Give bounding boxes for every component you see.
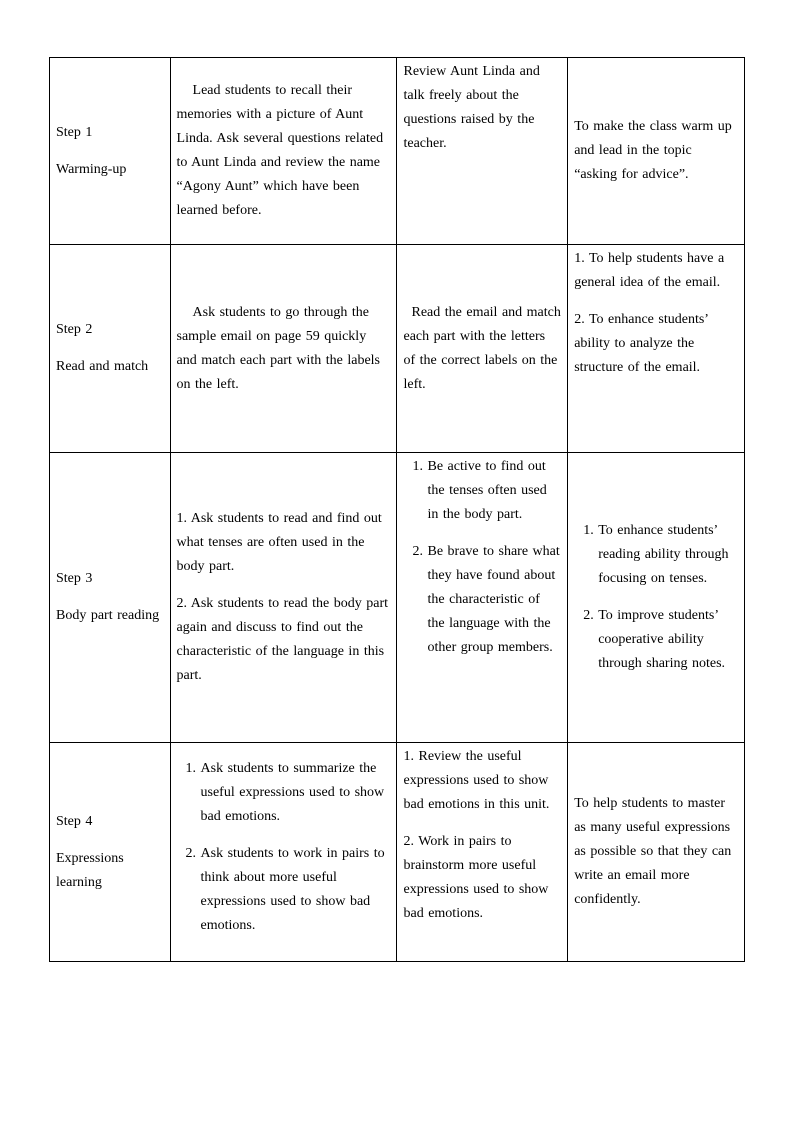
purpose-text-2: 2. To enhance students’ ability to analyze the structure of the email. <box>574 312 708 375</box>
step-name: Body part reading <box>56 608 160 623</box>
step-cell <box>50 453 171 743</box>
step-number: Step 4 <box>56 813 93 829</box>
purpose-text: To help students to master as many useful expressions as possible so that they can write an email more confidently. <box>574 796 732 907</box>
purpose-cell <box>568 245 745 453</box>
table-row-step-1 <box>50 58 745 245</box>
step-name: Warming-up <box>56 161 127 177</box>
purpose-cell <box>568 453 745 743</box>
teacher-activity-cell <box>170 453 397 743</box>
step-name: Expressions learning <box>56 850 124 890</box>
list-item: 2. Ask students to work in pairs to think about more useful expressions used to show bad emotions. <box>201 842 391 938</box>
student-activity-list <box>403 455 561 660</box>
teacher-activity-text-1: 1. Ask students to read and find out what tenses are often used in the body part. <box>176 511 382 574</box>
student-activity-cell <box>397 743 568 962</box>
student-activity-text-2: 2. Work in pairs to brainstorm more useful expressions used to show bad emotions. <box>403 834 549 921</box>
purpose-cell <box>568 743 745 962</box>
student-activity-cell <box>397 453 568 743</box>
list-item: 1. To enhance students’ reading ability through focusing on tenses. <box>598 519 738 591</box>
student-activity-text: Read the email and match each part with the letters of the correct labels on the left. <box>403 304 561 392</box>
teacher-activity-cell <box>170 58 397 245</box>
list-item: 2. To improve students’ cooperative ability through sharing notes. <box>598 604 738 676</box>
step-cell <box>50 245 171 453</box>
teacher-activity-list <box>177 757 391 938</box>
step-number: Step 2 <box>56 322 93 337</box>
teacher-activity-text: Lead students to recall their memories with a picture of Aunt Linda. Ask several questions related to Aunt Linda and review the name “Agony Aunt” which have been learned before. <box>176 83 384 218</box>
teacher-activity-text: Ask students to go through the sample email on page 59 quickly and match each part with the labels on the left. <box>176 304 380 392</box>
student-activity-text-1: 1. Review the useful expressions used to show bad emotions in this unit. <box>403 749 550 812</box>
list-item: 1. Ask students to summarize the useful expressions used to show bad emotions. <box>201 757 391 829</box>
table-row-step-2 <box>50 245 745 453</box>
list-item: 2. Be brave to share what they have found about the characteristic of the language with the other group members. <box>427 540 561 660</box>
purpose-text: To make the class warm up and lead in the topic “asking for advice”. <box>574 119 732 182</box>
lesson-plan-table <box>49 57 745 962</box>
purpose-cell <box>568 58 745 245</box>
student-activity-cell <box>397 58 568 245</box>
step-name: Read and match <box>56 359 149 374</box>
teacher-activity-cell <box>170 743 397 962</box>
step-number: Step 3 <box>56 571 93 586</box>
purpose-text-1: 1. To help students have a general idea of the email. <box>574 251 725 290</box>
purpose-list <box>574 519 738 676</box>
step-cell <box>50 58 171 245</box>
table-row-step-3 <box>50 453 745 743</box>
step-number: Step 1 <box>56 124 93 140</box>
teacher-activity-text-2: 2. Ask students to read the body part again and discuss to find out the characteristic of the language in this part. <box>176 596 389 683</box>
step-cell <box>50 743 171 962</box>
teacher-activity-cell <box>170 245 397 453</box>
student-activity-cell <box>397 245 568 453</box>
list-item: 1. Be active to find out the tenses often used in the body part. <box>427 455 561 527</box>
table-row-step-4 <box>50 743 745 962</box>
student-activity-text: Review Aunt Linda and talk freely about the questions raised by the teacher. <box>403 64 540 151</box>
